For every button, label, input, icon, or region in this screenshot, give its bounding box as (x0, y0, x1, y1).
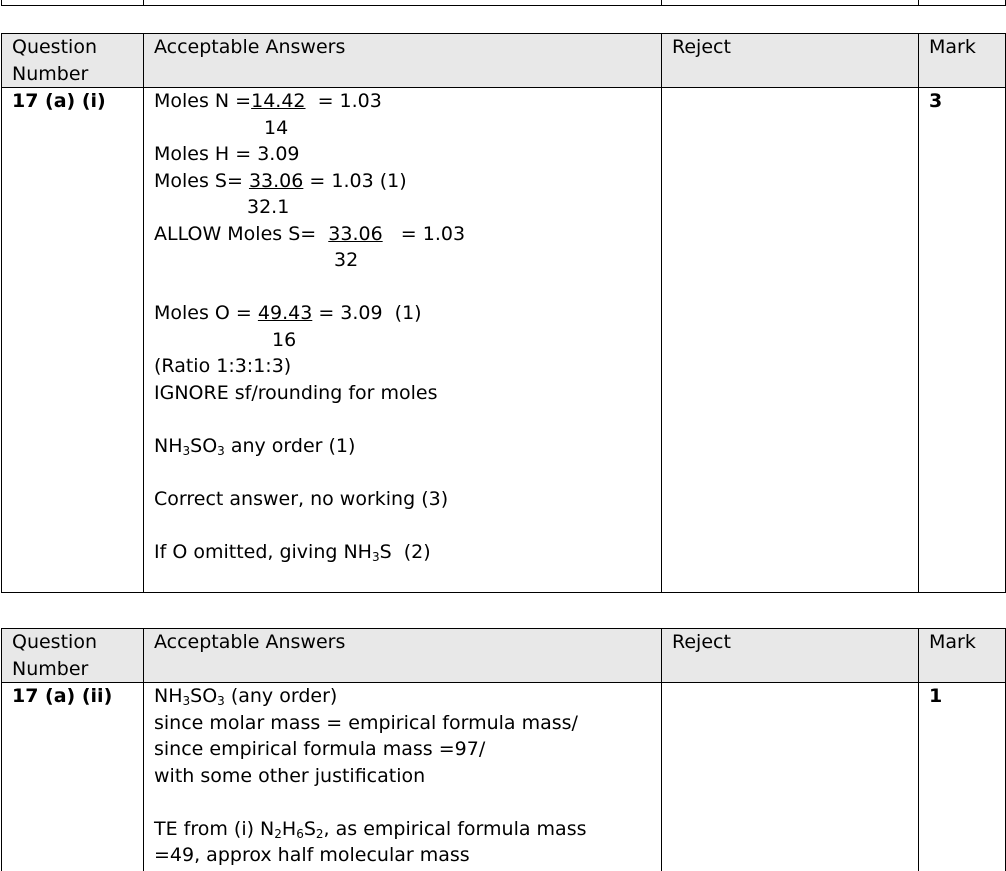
header-acceptable-answers: Acceptable Answers (144, 629, 662, 683)
te-line: TE from (i) $N_2H_6S_2$, as empirical formula mass (154, 817, 587, 841)
moles-s-line: Moles S= 33.06 = 1.03 (1) (154, 169, 407, 192)
question-number: 17 (a) (i) (2, 88, 144, 593)
moles-h-line: Moles H = 3.09 (154, 143, 300, 165)
question-number: 17 (a) (ii) (2, 683, 144, 871)
acceptable-answers-cell (144, 88, 662, 593)
mark-value: 3 (919, 88, 1006, 593)
question-17ai-table (1, 33, 1006, 593)
reject-cell (662, 88, 919, 593)
previous-table-fragment (1, 0, 1006, 6)
justification-line-2: since empirical formula mass =97/ (154, 738, 486, 760)
formula-line: $NH_3SO_3$ any order (1) (154, 434, 356, 458)
o-omitted-line: If O omitted, giving $NH_3S$ (2) (154, 540, 431, 564)
moles-o-line: Moles O = 49.43 = 3.09 (1) (154, 302, 422, 324)
formula-line: $NH_3SO_3$ (any order) (154, 685, 338, 708)
header-acceptable-answers: Acceptable Answers (144, 34, 662, 88)
header-mark: Mark (919, 34, 1006, 88)
answer-row (2, 683, 1006, 871)
moles-n-line: Moles N =14.42 = 1.03 (154, 90, 382, 112)
mark-value: 1 (919, 683, 1006, 871)
header-mark: Mark (919, 629, 1006, 683)
justification-line-1: since molar mass = empirical formula mass/ (154, 711, 578, 734)
justification-line-3: with some other justification (154, 764, 426, 787)
header-row (2, 629, 1006, 683)
allow-moles-s-denominator: 32 (334, 249, 359, 271)
te-line-2: =49, approx half molecular mass (154, 844, 470, 866)
header-question-number: Question Number (2, 34, 144, 88)
question-17aii-table (1, 628, 1006, 871)
header-question-number: Question Number (2, 629, 144, 683)
moles-n-denominator: 14 (264, 116, 289, 139)
correct-answer-line: Correct answer, no working (3) (154, 487, 449, 510)
answer-row (2, 88, 1006, 593)
moles-o-denominator: 16 (272, 328, 297, 351)
header-reject: Reject (662, 34, 919, 88)
reject-cell (662, 683, 919, 871)
allow-moles-s-line: ALLOW Moles S= 33.06 = 1.03 (154, 222, 466, 245)
acceptable-answers-cell (144, 683, 662, 871)
ratio-line: (Ratio 1:3:1:3) (154, 355, 292, 377)
ignore-line: IGNORE sf/rounding for moles (154, 381, 438, 404)
header-reject: Reject (662, 629, 919, 683)
header-row (2, 34, 1006, 88)
moles-s-denominator: 32.1 (247, 196, 290, 218)
